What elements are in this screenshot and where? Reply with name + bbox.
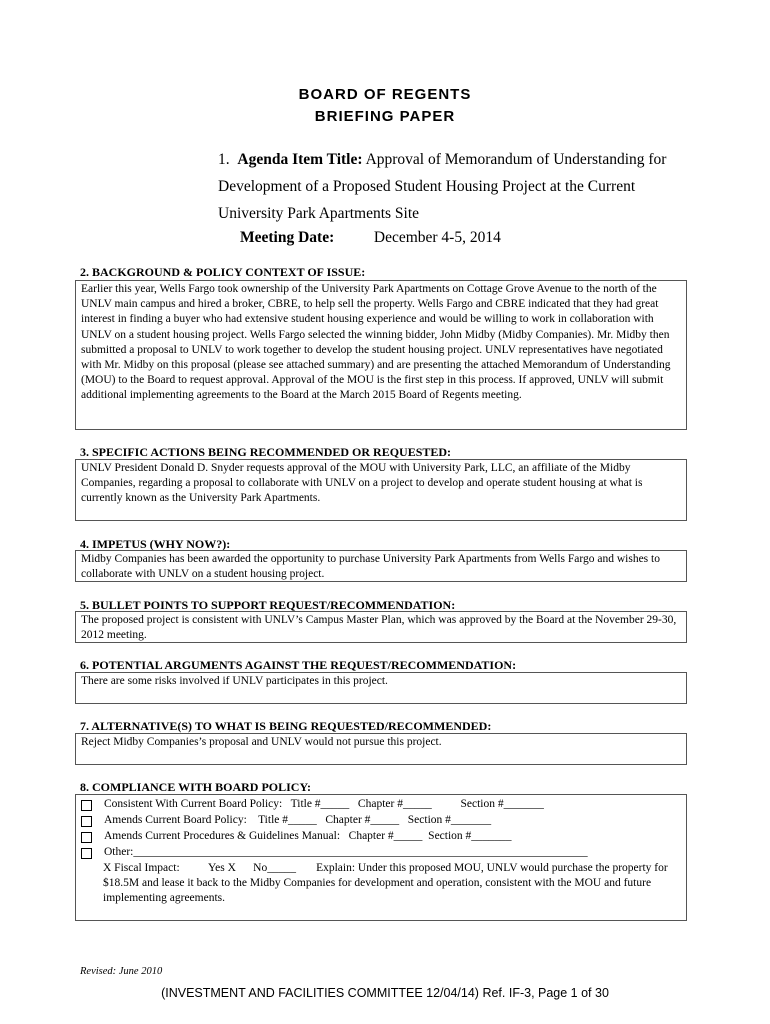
header-title: BOARD OF REGENTS [298,86,472,103]
checkbox-icon[interactable] [81,800,92,811]
header-subtitle: BRIEFING PAPER [314,108,456,125]
section-3-body: UNLV President Donald D. Snyder requests approval of the MOU with University Park, LLC, an affiliate of the Midby Companies, regarding a proposal to collaborate with UNLV on a project to develop and operate student housing at what is currently known as the University Park Apartments. [81,462,643,505]
meeting-date-label: Meeting Date: [240,229,335,246]
page-footer: (INVESTMENT AND FACILITIES COMMITTEE 12/04/14) Ref. IF-3, Page 1 of 30 [161,986,609,1000]
section-3-title: 3. SPECIFIC ACTIONS BEING RECOMMENDED OR REQUESTED: [80,445,452,459]
section-4-title: 4. IMPETUS (WHY NOW?): [80,537,231,551]
section-6-title: 6. POTENTIAL ARGUMENTS AGAINST THE REQUEST/RECOMMENDATION: [80,658,517,672]
checkbox-icon[interactable] [81,816,92,827]
agenda-item [218,146,688,227]
section-2-body: Earlier this year, Wells Fargo took ownership of the University Park Apartments on Cottage Grove Avenue to the north of the UNLV main campus and hired a broker, CBRE, to help sell the property. Wells Fargo and CBRE indicated that they had great interest in finding a buyer who had extensive student housing experience and would be willing to work in collaboration with UNLV on a student housing project. Wells Fargo selected the winning bidder, John Midby (Midby Companies). Mr. Midby then submitted a proposal to UNLV to work together to develop the student housing project. UNLV representatives have negotiated with Mr. Midby on this proposal (please see attached summary) and are presenting the attached Memorandum of Understanding (MOU) to the Board to request approval. Approval of the MOU is the first step in this process. If approved, UNLV will submit additional implementing agreements to the Board at the March 2015 Board of Regents meeting. [81,283,671,402]
section-2-title: 2. BACKGROUND & POLICY CONTEXT OF ISSUE: [80,265,366,279]
revised-date: Revised: June 2010 [80,966,163,977]
policy-option-label: Other:_______________________________________________________________________________ [104,846,588,859]
checkbox-icon[interactable] [81,832,92,843]
section-6-body: There are some risks involved if UNLV participates in this project. [81,675,388,687]
policy-option-label: Amends Current Procedures & Guidelines Manual: Chapter #_____ Section #_______ [104,830,512,843]
policy-option-label: Consistent With Current Board Policy: Title #_____ Chapter #_____ Section #_______ [104,798,544,811]
section-7-body: Reject Midby Companies’s proposal and UNLV would not pursue this project. [81,736,442,748]
section-5-box [75,611,687,643]
policy-option-amends-policy [81,813,681,829]
section-5-body: The proposed project is consistent with UNLV’s Campus Master Plan, which was approved by the Board at the November 29-30, 2012 meeting. [81,614,677,642]
policy-option-other [81,845,681,861]
agenda-number: 1. [218,151,230,168]
fiscal-impact: X Fiscal Impact: Yes X No_____ Explain: Under this proposed MOU, UNLV would purchase the property for $18.5M and lease it back to the Midby Companies for development and operation, consistent with the MOU and future implementing agreements. [103,862,671,905]
section-6-box [75,672,687,704]
agenda-title: Approval of Memorandum of Understanding for Development of a Proposed Student Housing Project at the Current University Park Apartments Site [218,151,667,222]
agenda-label: Agenda Item Title: [237,151,363,168]
section-2-box [75,280,687,430]
section-5-title: 5. BULLET POINTS TO SUPPORT REQUEST/RECOMMENDATION: [80,598,456,612]
section-3-box [75,459,687,521]
section-8-box [75,794,687,921]
meeting-date-value: December 4-5, 2014 [373,229,501,246]
section-8-title: 8. COMPLIANCE WITH BOARD POLICY: [80,780,312,794]
section-4-box [75,550,687,582]
meeting-date-row [240,229,501,247]
section-4-body: Midby Companies has been awarded the opportunity to purchase University Park Apartments from Wells Fargo and wishes to collaborate with UNLV on a student housing project. [81,553,660,581]
policy-option-amends-procedures [81,829,681,845]
section-7-box [75,733,687,765]
section-7-title: 7. ALTERNATIVE(S) TO WHAT IS BEING REQUESTED/RECOMMENDED: [80,719,492,733]
policy-option-consistent [81,797,681,813]
policy-option-label: Amends Current Board Policy: Title #_____ Chapter #_____ Section #_______ [104,814,492,827]
checkbox-icon[interactable] [81,848,92,859]
